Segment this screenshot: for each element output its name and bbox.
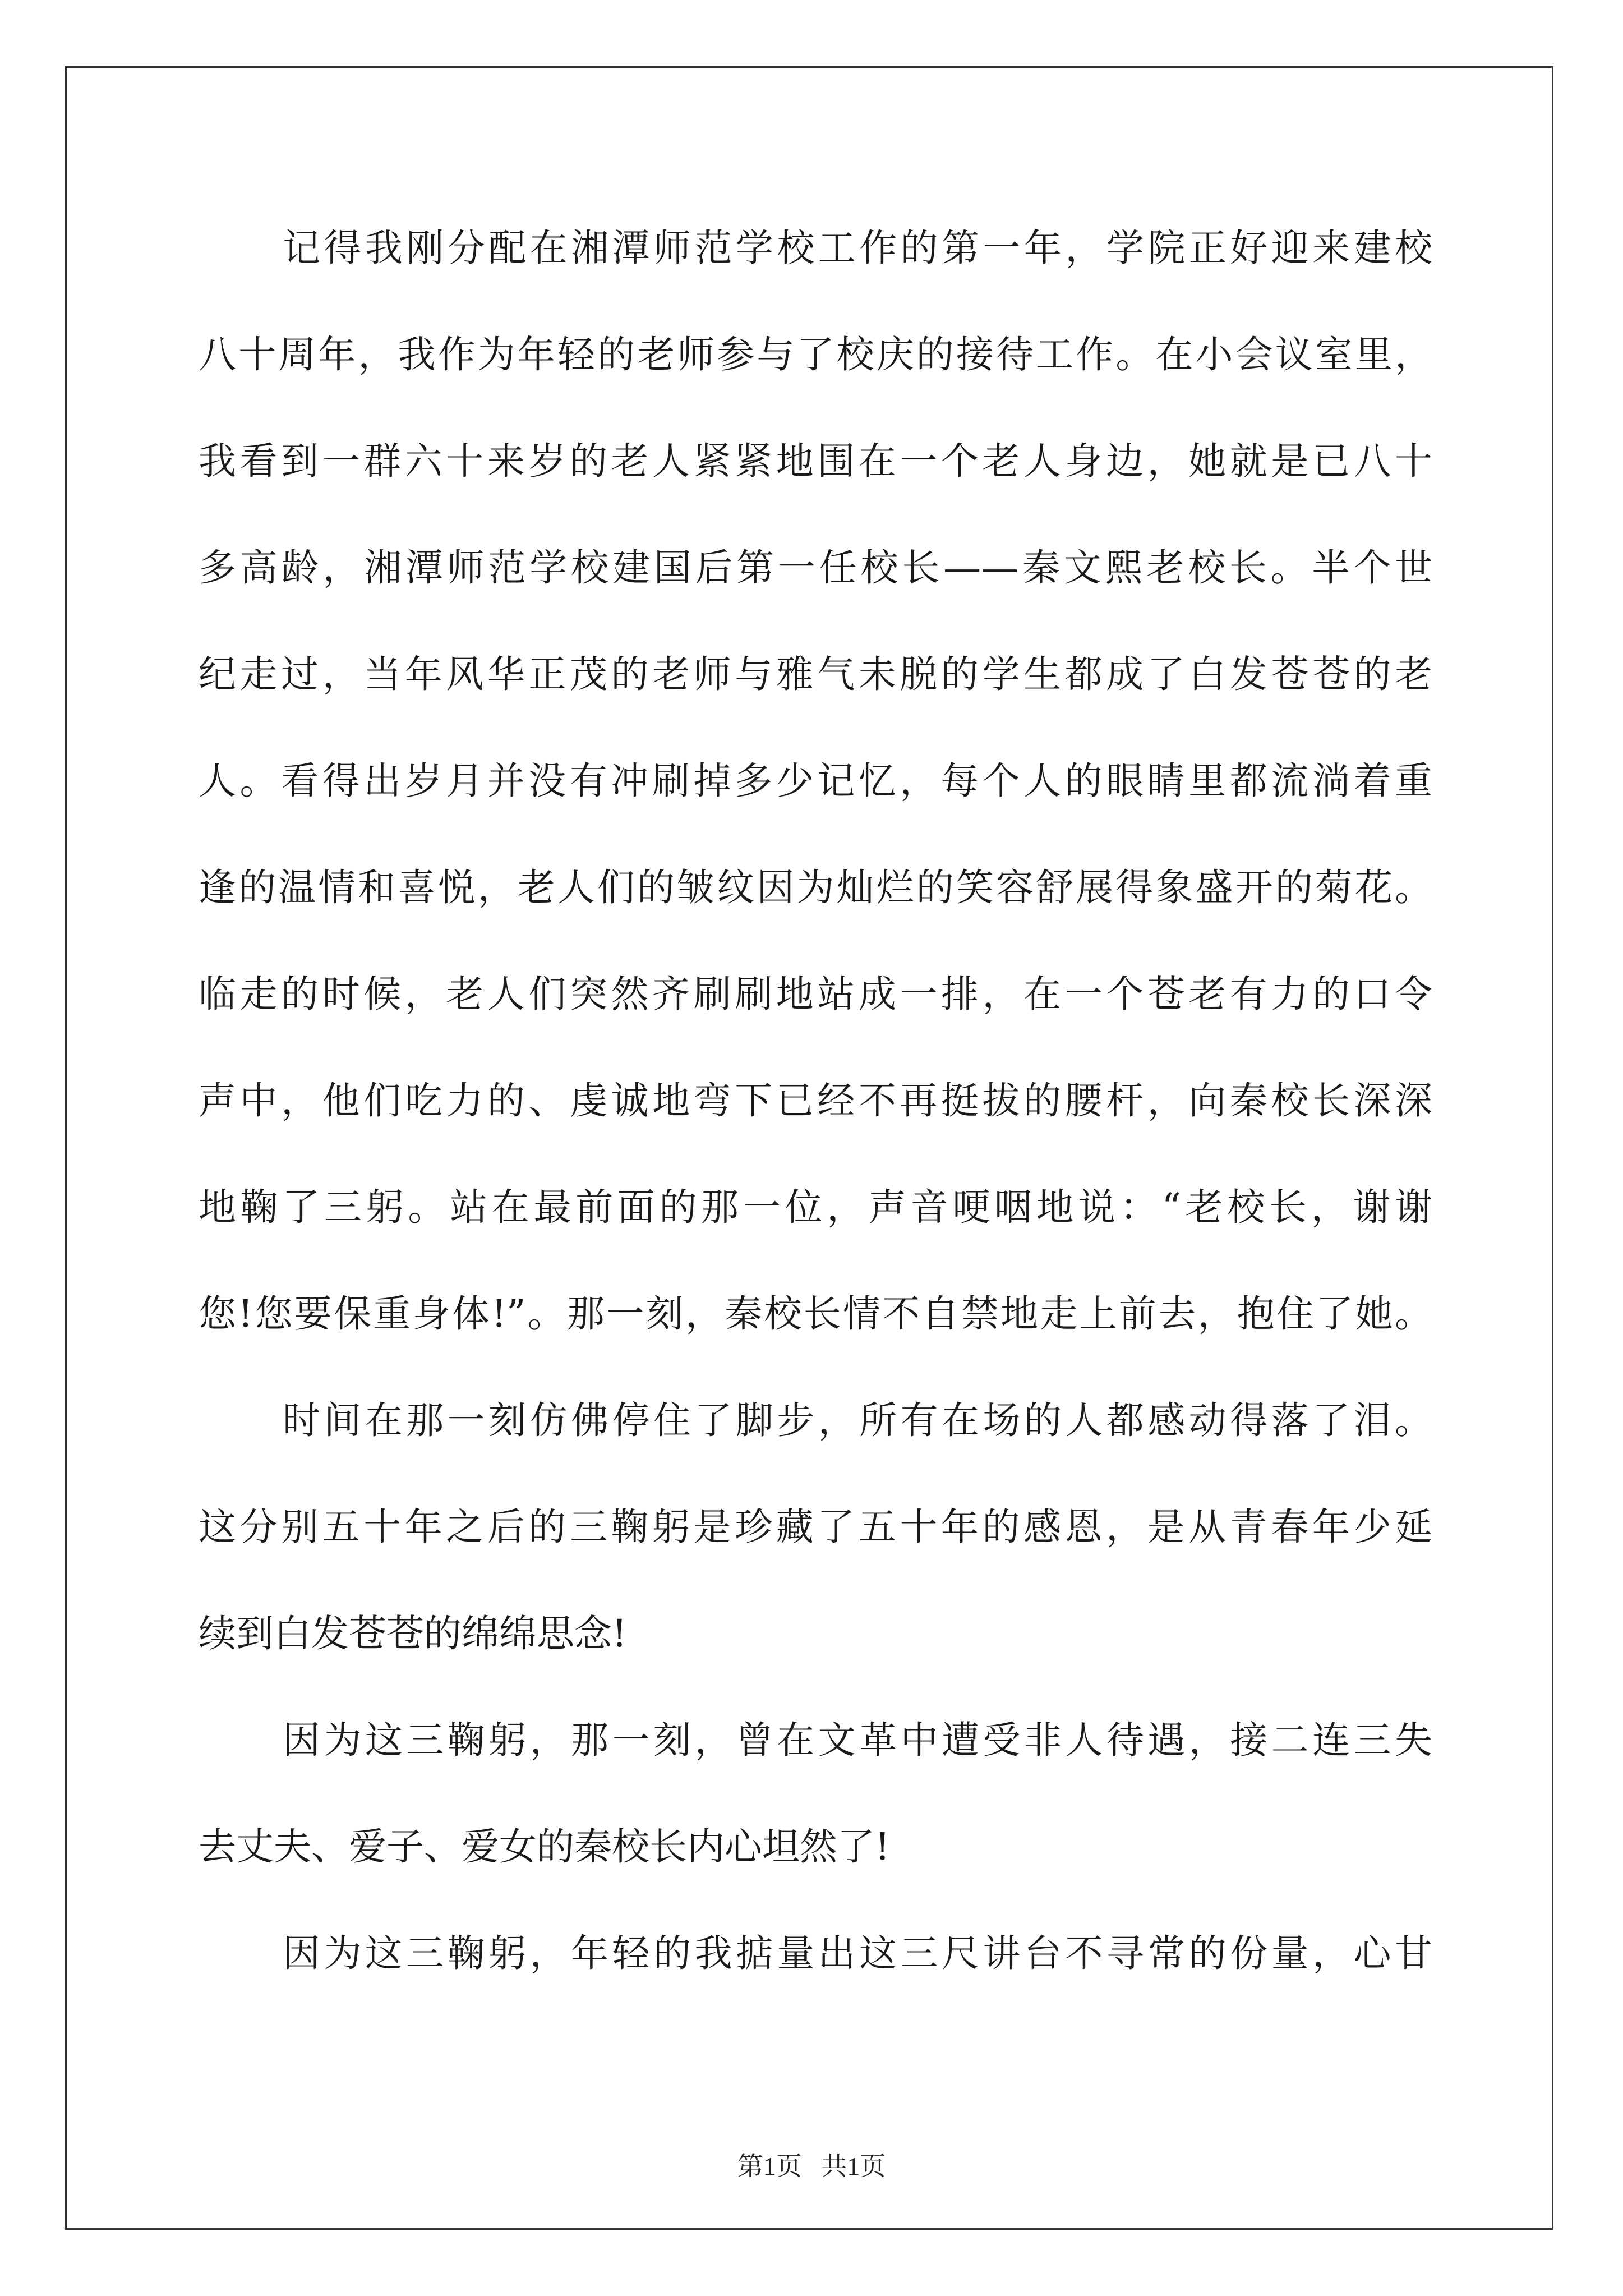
paragraph-line: 声中，他们吃力的、虔诚地弯下已经不再挺拔的腰杆，向秦校长深深 [199, 1079, 1432, 1122]
paragraph-line: 纪走过，当年风华正茂的老师与雅气未脱的学生都成了白发苍苍的老 [199, 652, 1432, 696]
paragraph-line: 续到白发苍苍的绵绵思念! [199, 1612, 627, 1655]
page-total: 共1页 [821, 2152, 886, 2180]
paragraph-line: 因为这三鞠躬，年轻的我掂量出这三尺讲台不寻常的份量，心甘 [283, 1931, 1432, 1975]
paragraph-line: 多高龄，湘潭师范学校建国后第一任校长——秦文熙老校长。半个世 [199, 546, 1432, 590]
paragraph-line: 逢的温情和喜悦，老人们的皱纹因为灿烂的笑容舒展得象盛开的菊花。 [199, 866, 1432, 909]
paragraph-line: 记得我刚分配在湘潭师范学校工作的第一年，学院正好迎来建校 [283, 226, 1432, 270]
paragraph-line: 时间在那一刻仿佛停住了脚步，所有在场的人都感动得落了泪。 [283, 1398, 1432, 1442]
page-number: 第1页 [737, 2152, 802, 2180]
paragraph-line: 八十周年，我作为年轻的老师参与了校庆的接待工作。在小会议室里， [199, 333, 1432, 376]
paragraph-line: 去丈夫、爱子、爱女的秦校长内心坦然了! [199, 1825, 890, 1869]
paragraph-line: 这分别五十年之后的三鞠躬是珍藏了五十年的感恩，是从青春年少延 [199, 1505, 1432, 1549]
paragraph-line: 人。看得出岁月并没有冲刷掉多少记忆，每个人的眼睛里都流淌着重 [199, 759, 1432, 803]
page-border [65, 66, 1553, 2230]
paragraph-line: 我看到一群六十来岁的老人紧紧地围在一个老人身边，她就是已八十 [199, 439, 1432, 483]
paragraph-line: 地鞠了三躬。站在最前面的那一位，声音哽咽地说：“老校长，谢谢 [199, 1185, 1432, 1229]
page-footer [0, 2150, 1623, 2183]
paragraph-line: 临走的时候，老人们突然齐刷刷地站成一排，在一个苍老有力的口令 [199, 972, 1432, 1016]
paragraph-line: 因为这三鞠躬，那一刻，曾在文革中遭受非人待遇，接二连三失 [283, 1718, 1432, 1762]
paragraph-line: 您!您要保重身体!”。那一刻，秦校长情不自禁地走上前去，抱住了她。 [199, 1292, 1432, 1336]
